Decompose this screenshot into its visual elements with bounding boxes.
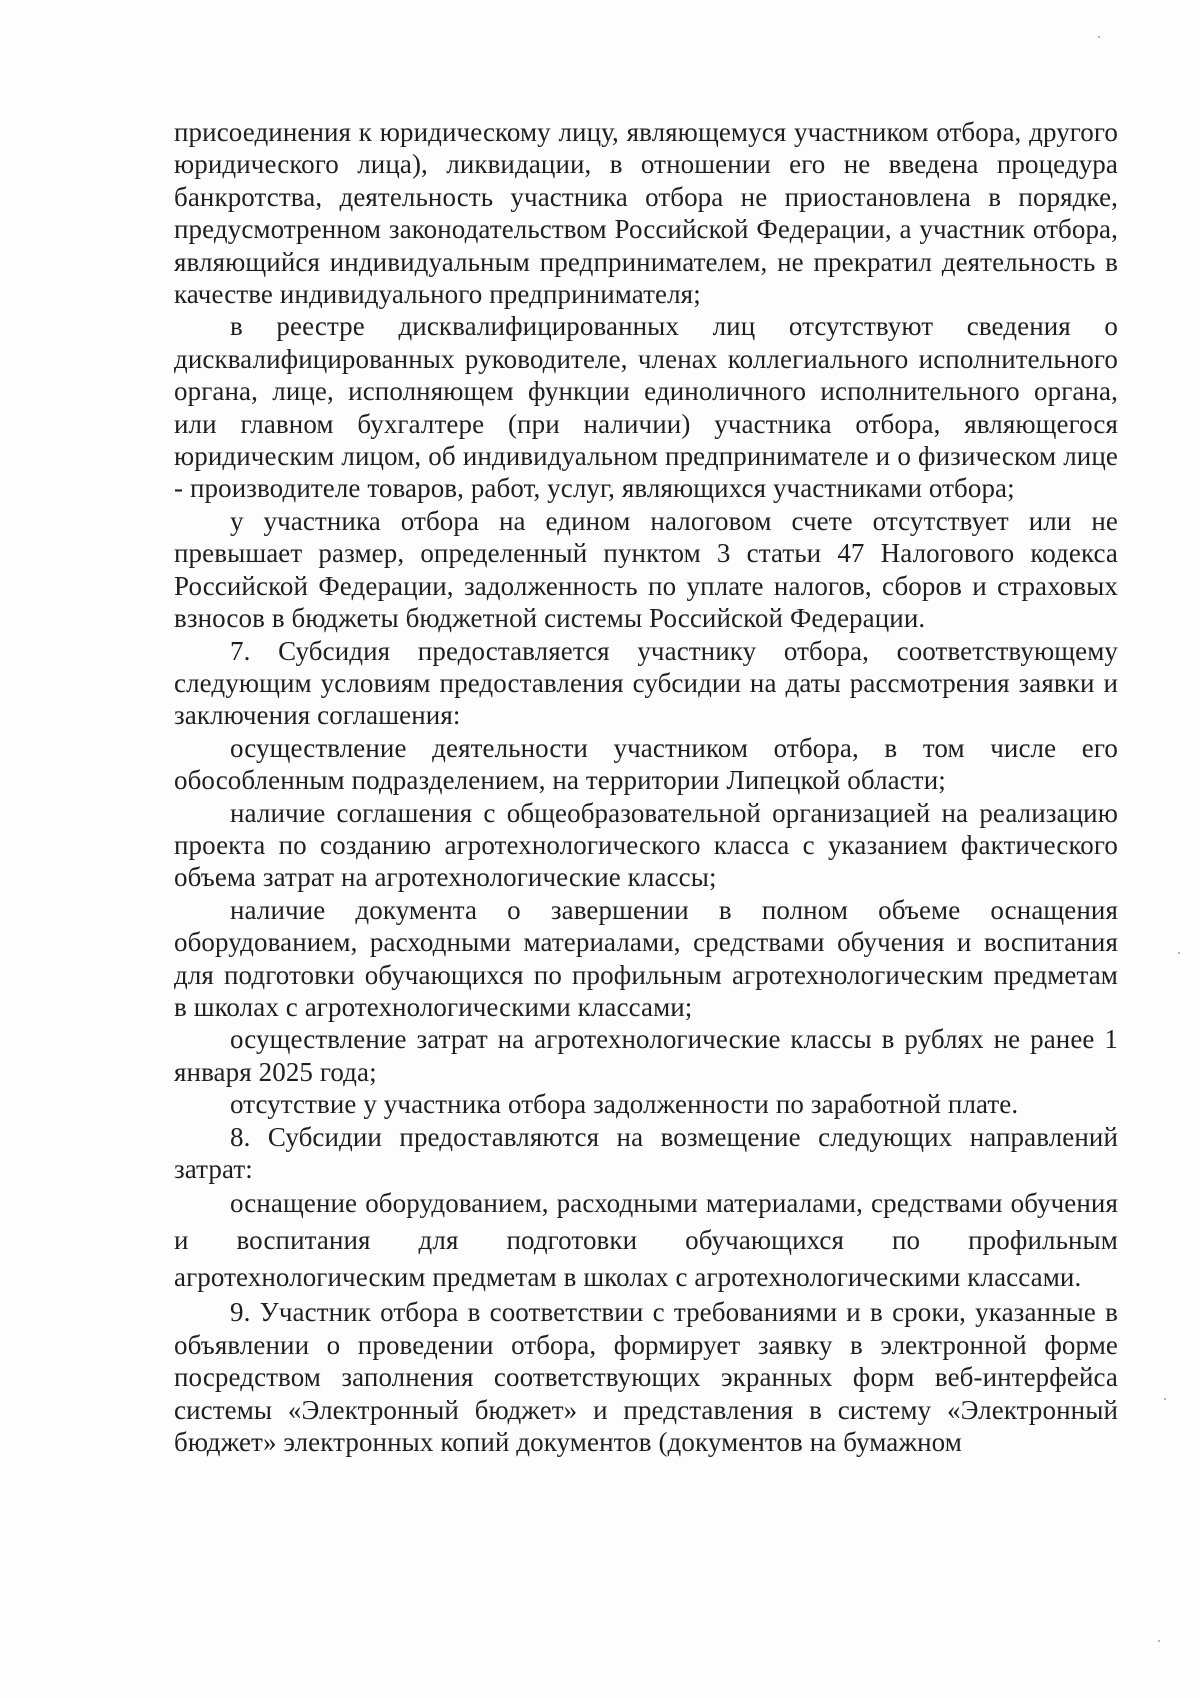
paragraph-continuation: присоединения к юридическому лицу, являющемуся участником отбора, другого юридического лица), ликвидации, в отношении его не введена процедура банкротства, деятельность участника отбора не приостановлена в порядке, предусмотренном законодательством Российской Федерации, а участник отбора, являющийся индивидуальным предпринимателем, не прекратил деятельность в качестве индивидуального предпринимателя; bbox=[174, 117, 1118, 310]
paragraph-clause-8: 8. Субсидии предоставляются на возмещение следующих направлений затрат: bbox=[174, 1121, 1118, 1184]
paragraph-condition-agreement: наличие соглашения с общеобразовательной организацией на реализацию проекта по созданию агротехнологического класса с указанием фактического объема затрат на агротехнологические классы; bbox=[174, 797, 1118, 893]
paragraph-condition-no-wage-debt: отсутствие у участника отбора задолженности по заработной плате. bbox=[230, 1089, 1019, 1120]
scan-speck bbox=[1098, 36, 1100, 38]
paragraph-cost-direction: оснащение оборудованием, расходными материалами, средствами обучения и воспитания для подготовки обучающихся по профильным агротехнологическим предметам в школах с агротехнологическими классами. bbox=[174, 1188, 1118, 1293]
paragraph-condition-costs-date: осуществление затрат на агротехнологические классы в рублях не ранее 1 января 2025 года; bbox=[174, 1024, 1118, 1087]
paragraph-clause-7: 7. Субсидия предоставляется участнику отбора, соответствующему следующим условиям предоставления субсидии на даты рассмотрения заявки и заключения соглашения: bbox=[174, 635, 1118, 731]
scan-speck bbox=[1164, 1398, 1166, 1400]
paragraph-tax-debt: у участника отбора на едином налоговом счете отсутствует или не превышает размер, определенный пунктом 3 статьи 47 Налогового кодекса Российской Федерации, задолженность по уплате налогов, сборов и страховых взносов в бюджеты бюджетной системы Российской Федерации. bbox=[174, 505, 1118, 634]
paragraph-condition-equipment-document: наличие документа о завершении в полном объеме оснащения оборудованием, расходными материалами, средствами обучения и воспитания для подготовки обучающихся по профильным агротехнологическим предметам в школах с агротехнологическими классами; bbox=[174, 894, 1118, 1022]
paragraph-condition-territory: осуществление деятельности участником отбора, в том числе его обособленным подразделением, на территории Липецкой области; bbox=[174, 732, 1118, 796]
scan-speck bbox=[1158, 1640, 1160, 1642]
paragraph-clause-9: 9. Участник отбора в соответствии с требованиями и в сроки, указанные в объявлении о проведении отбора, формирует заявку в электронной форме посредством заполнения соответствующих экранных форм веб-интерфейса системы «Электронный бюджет» и представления в систему «Электронный бюджет» электронных копий документов (документов на бумажном bbox=[174, 1297, 1118, 1458]
scan-speck bbox=[1178, 952, 1180, 954]
document-body bbox=[174, 116, 1118, 1458]
paragraph-disqualified-registry: в реестре дисквалифицированных лиц отсутствуют сведения о дисквалифицированных руководителе, членах коллегиального исполнительного органа, лице, исполняющем функции единоличного исполнительного органа, или главном бухгалтере (при наличии) участника отбора, являющегося юридическим лицом, об индивидуальном предпринимателе и о физическом лице - производителе товаров, работ, услуг, являющихся участниками отбора; bbox=[174, 311, 1118, 504]
